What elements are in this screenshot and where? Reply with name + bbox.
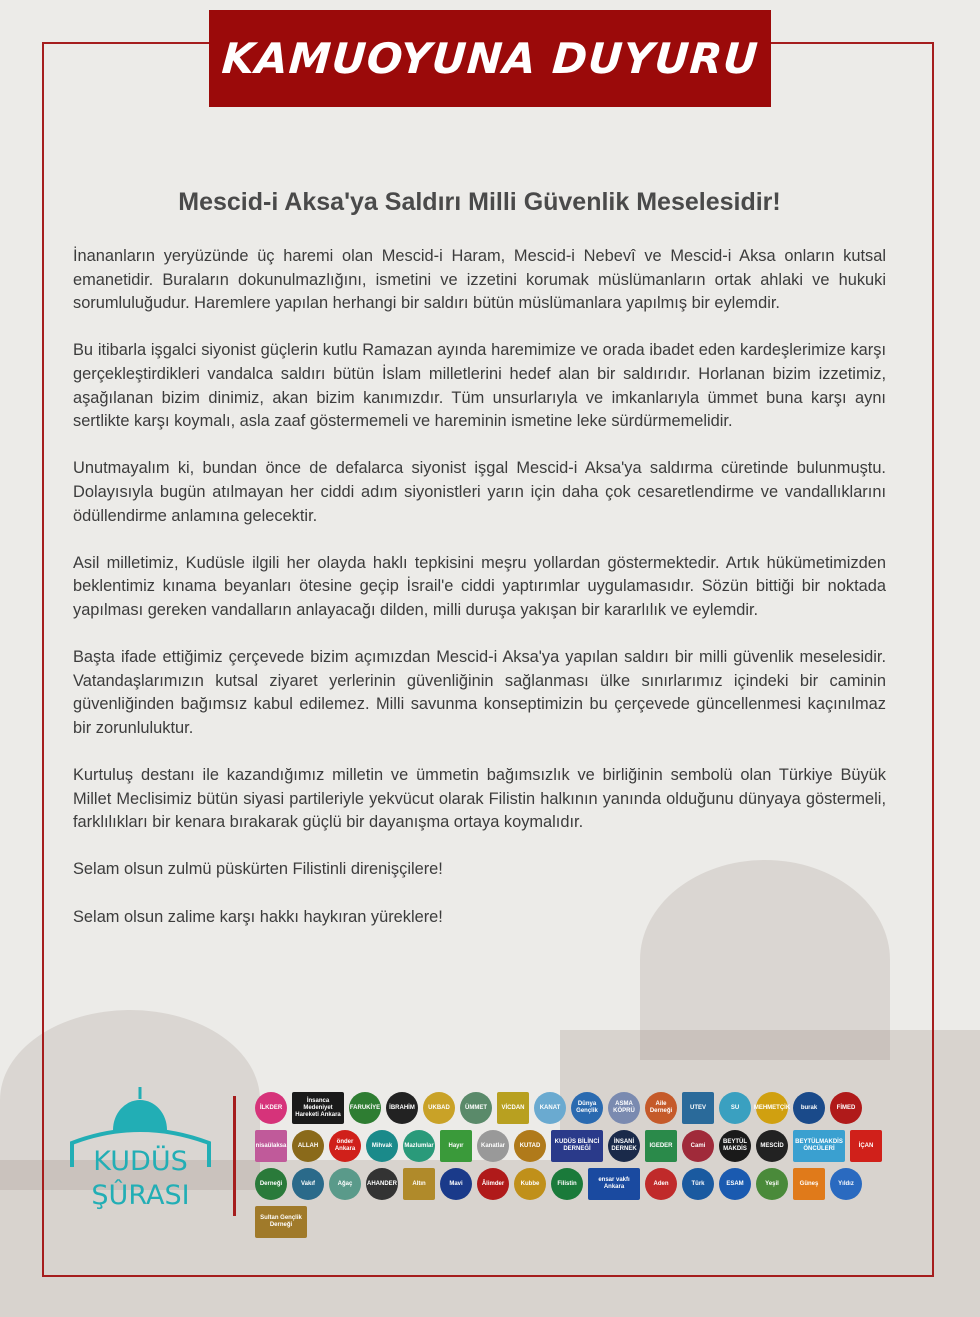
- partner-logo: FARUKİYE: [349, 1092, 381, 1124]
- partner-logo: Ağaç: [329, 1168, 361, 1200]
- partner-logo: önder Ankara: [329, 1130, 361, 1162]
- partner-logo: Kubbe: [514, 1168, 546, 1200]
- partner-logo: Yeşil: [756, 1168, 788, 1200]
- partner-logo: AHANDER: [366, 1168, 398, 1200]
- partner-logo: KUDÜS BİLİNCİ DERNEĞİ: [551, 1130, 603, 1162]
- partner-logo: ÜMMET: [460, 1092, 492, 1124]
- paragraph: Kurtuluş destanı ile kazandığımız milletin ve ümmetin bağımsızlık ve birliğinin sembolü olan Türkiye Büyük Millet Meclisimiz bütün siyasi partileriyle yekvücut olarak Filistin halkının yanında olduğunu dünyaya göstermeli, farklılıkları bir kenara bırakarak güçlü bir dayanışma ortaya koymalıdır.: [73, 766, 886, 832]
- partner-logo: İLKDER: [255, 1092, 287, 1124]
- partner-logo: Vakıf: [292, 1168, 324, 1200]
- closing-line: Selam olsun zalime karşı hakkı haykıran yüreklere!: [73, 907, 443, 926]
- logo-line-2: ŞÛRASI: [91, 1180, 190, 1211]
- partner-logo: Derneği: [255, 1168, 287, 1200]
- partner-logo: SU: [719, 1092, 751, 1124]
- partner-logo: KUTAD: [514, 1130, 546, 1162]
- partner-logo: Cami: [682, 1130, 714, 1162]
- partner-logo: ESAM: [719, 1168, 751, 1200]
- partner-logo: KANAT: [534, 1092, 566, 1124]
- partner-logo: İnsanca Medeniyet Hareketi Ankara: [292, 1092, 344, 1124]
- partner-logo: IGEDER: [645, 1130, 677, 1162]
- partner-logo: Yıldız: [830, 1168, 862, 1200]
- logo-line-1: KUDÜS: [93, 1146, 188, 1177]
- partner-logo: UKBAD: [423, 1092, 455, 1124]
- partner-logo: ensar vakfı Ankara: [588, 1168, 640, 1200]
- paragraph: İnananların yeryüzünde üç haremi olan Mescid-i Haram, Mescid-i Nebevî ve Mescid-i Aksa onların kutsal emanetidir. Buraların dokunulmazlığını, ismetini ve izzetini korumak müslümanların ortak ahlaki ve hukuki sorumluluğudur. Haremlere yapılan herhangi bir saldırı bütün müslümanlara yapılmış bir eylemdir.: [73, 247, 886, 313]
- footer-divider: [233, 1096, 236, 1216]
- document-title: Mescid-i Aksa'ya Saldırı Milli Güvenlik Meselesidir!: [178, 188, 781, 216]
- partner-logo: İNSANİ DERNEK: [608, 1130, 640, 1162]
- partner-logo: nisaülaksa: [255, 1130, 287, 1162]
- partner-logo: İÇAN: [850, 1130, 882, 1162]
- partner-logo: VİCDAN: [497, 1092, 529, 1124]
- partner-logo: Mihvak: [366, 1130, 398, 1162]
- closing-line: Selam olsun zulmü püskürten Filistinli direnişçilere!: [73, 860, 443, 879]
- partner-logo: BEYTÜLMAKDİS ÖNCÜLERİ: [793, 1130, 845, 1162]
- kudus-surasi-logo: [68, 1085, 213, 1210]
- document-body: [73, 245, 886, 953]
- partner-logo: Mazlumlar: [403, 1130, 435, 1162]
- partner-logo: ASMA KÖPRÜ: [608, 1092, 640, 1124]
- paragraph: Bu itibarla işgalci siyonist güçlerin kutlu Ramazan ayında haremimize ve orada ibadet eden kardeşlerimize karşı gerçekleştirdikleri vandalca saldırı bütün İslam milletlerini hedef alan bir saldırıdır. Horlanan bizim izzetimiz, aşağılanan bizim dinimiz, akan bizim kanımızdır. Tüm unsurlarıyla ve imkanlarıyla ümmet buna karşı aynı sertlikte karşı koymalı, asla zaaf göstermemeli ve hareminin ismetine leke sürdürmemelidir.: [73, 341, 886, 431]
- announcement-banner: [209, 10, 771, 107]
- partner-logo: BEYTÜL MAKDİS: [719, 1130, 751, 1162]
- banner-title: KAMUOYUNA DUYURU: [220, 34, 760, 83]
- partner-logos: [255, 1092, 895, 1238]
- partner-logo: burak: [793, 1092, 825, 1124]
- paragraph: Asil milletimiz, Kudüsle ilgili her olayda haklı tepkisini meşru yollardan göstermektedir. Artık hükümetimizden beklentimiz kınama beyanları ötesine geçip İsrail'e ciddi yaptırımlar uygulamasıdır. Sözün bittiği bir noktada yapılması gereken vandalların anlayacağı dilden, milli duruşa yakışan bir kararlılık ve eylemdir.: [73, 553, 886, 619]
- partner-logo: ALLAH: [292, 1130, 324, 1162]
- partner-logo: Filistin: [551, 1168, 583, 1200]
- partner-logo: Dünya Gençlik: [571, 1092, 603, 1124]
- partner-logo: Mavi: [440, 1168, 472, 1200]
- partner-logo: Güneş: [793, 1168, 825, 1200]
- partner-logo: Kanatlar: [477, 1130, 509, 1162]
- partner-logo: MEHMETÇİK: [756, 1092, 788, 1124]
- partner-logo: Aden: [645, 1168, 677, 1200]
- partner-logo: UTEV: [682, 1092, 714, 1124]
- partner-logo: MESCİD: [756, 1130, 788, 1162]
- partner-logo: FİMED: [830, 1092, 862, 1124]
- paragraph: Unutmayalım ki, bundan önce de defalarca siyonist işgal Mescid-i Aksa'ya saldırma cüretinde bulunmuştu. Dolayısıyla bugün atılmayan her ciddi adım siyonistleri yarın için daha çok cesaretlendirme ve vandallıklarını ödüllendirme anlamına gelecektir.: [73, 459, 886, 525]
- partner-logo: Aile Derneği: [645, 1092, 677, 1124]
- partner-logo: Türk: [682, 1168, 714, 1200]
- paragraph: Başta ifade ettiğimiz çerçevede bizim açımızdan Mescid-i Aksa'ya yapılan saldırı bir milli güvenlik meselesidir. Vatandaşlarımızın kutsal ziyaret yerlerinin güvenliğinin sağlanması ülke sınırlarımız içindeki bir caminin güvenliğinden bağımsız kabul edilemez. Milli savunma konseptimizin bu çerçevede güncellenmesi kaçınılmaz bir zorunluluktur.: [73, 648, 886, 737]
- partner-logo: İBRAHİM: [386, 1092, 418, 1124]
- partner-logo: Altın: [403, 1168, 435, 1200]
- partner-logo: Sultan Gençlik Derneği: [255, 1206, 307, 1238]
- partner-logo: Âlimder: [477, 1168, 509, 1200]
- partner-logo: Hayır: [440, 1130, 472, 1162]
